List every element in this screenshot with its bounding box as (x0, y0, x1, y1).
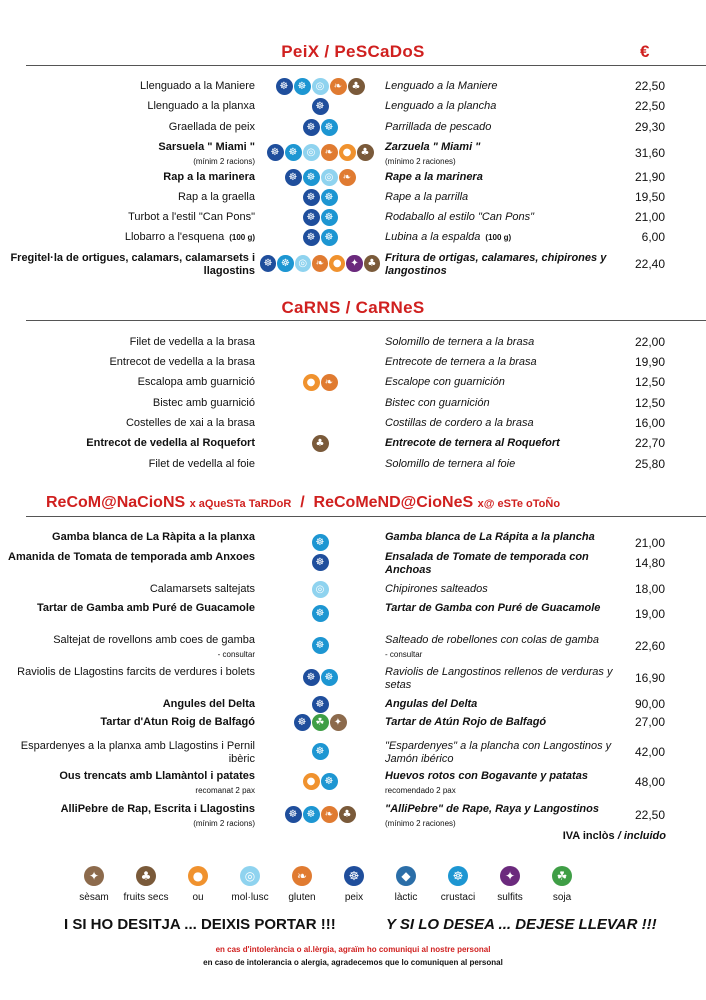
dish-name-es-text: Ensalada de Tomate de temporada con Anchoas (385, 551, 589, 576)
fish-icon: ☸ (344, 866, 364, 886)
allergen-icons (260, 255, 380, 272)
mollusc-icon: ◎ (303, 144, 320, 161)
dish-name-es (385, 740, 615, 766)
dish-name-es (385, 100, 615, 113)
fish-icon: ☸ (303, 209, 320, 226)
dish-price: 22,00 (634, 335, 665, 349)
dish-name-es-text: Chipirones salteados (385, 583, 488, 595)
dish-name-ca (5, 666, 255, 679)
legend-item (224, 866, 276, 903)
fish-icon: ☸ (303, 189, 320, 206)
nuts-icon: ♣ (136, 866, 156, 886)
legend-item (120, 866, 172, 903)
legend-label: mol·lusc (231, 892, 269, 903)
dish-price: 22,50 (634, 99, 665, 113)
dish-price: 18,00 (634, 582, 665, 596)
fish-icon: ☸ (312, 554, 329, 571)
divider (26, 65, 706, 66)
dish-name-es-text: Entrecote de ternera al Roquefort (385, 437, 560, 449)
dish-note-es: (100 g) (485, 233, 512, 242)
dish-name-es (385, 252, 615, 278)
mollusc-icon: ◎ (321, 169, 338, 186)
dish-name-ca (5, 231, 255, 244)
dish-name-ca-text: Llenguado a la planxa (147, 100, 255, 112)
allergen-legend (68, 866, 588, 903)
crustacean-icon: ☸ (285, 144, 302, 161)
dish-name-es (385, 458, 615, 471)
dairy-icon: ◆ (396, 866, 416, 886)
crustacean-icon: ☸ (312, 605, 329, 622)
dish-name-ca-text: Ous trencats amb Llamàntol i patates (59, 770, 255, 782)
legend-item (276, 866, 328, 903)
dish-name-es-text: Huevos rotos con Bogavante y patatas (385, 770, 588, 782)
dish-price: 22,50 (634, 808, 665, 822)
allergen-icons (260, 229, 380, 246)
legend-item (432, 866, 484, 903)
gluten-icon: ❧ (312, 255, 328, 272)
closing-message-es: Y SI LO DESEA ... DEJESE LLEVAR !!! (386, 916, 657, 933)
dish-price: 21,90 (634, 170, 665, 184)
dish-name-ca-text: Raviolis de Llagostins farcits de verdures i bolets (17, 666, 255, 678)
dish-price: 29,30 (634, 120, 665, 134)
allergen-icons (260, 554, 380, 571)
dish-price: 21,00 (634, 536, 665, 550)
crustacean-icon: ☸ (321, 669, 338, 686)
allergen-icons (260, 581, 380, 598)
dish-name-es-text: "Espardenyes" a la plancha con Langostinos y Jamón ibérico (385, 740, 612, 765)
egg-icon: ● (303, 374, 320, 391)
sesame-icon: ✦ (330, 714, 347, 731)
egg-icon: ● (339, 144, 356, 161)
dish-name-es (385, 397, 615, 410)
crustacean-icon: ☸ (312, 743, 329, 760)
dish-price: 25,80 (634, 457, 665, 471)
dish-price: 16,00 (634, 416, 665, 430)
soy-icon: ☘ (552, 866, 572, 886)
section-title-peix: PeiX / PeSCaDoS (281, 42, 425, 61)
dish-name-es-text: Lenguado a la Maniere (385, 80, 498, 92)
dish-name-ca-text: Bistec amb guarnició (152, 397, 255, 409)
dish-price: 19,00 (634, 607, 665, 621)
dish-name-ca-text: Llobarro a l'esquena (124, 231, 225, 243)
fish-icon: ☸ (303, 119, 320, 136)
crustacean-icon: ☸ (312, 534, 329, 551)
crustacean-icon: ☸ (294, 78, 311, 95)
legend-label: crustaci (440, 892, 476, 903)
dish-note-ca: (100 g) (229, 233, 255, 242)
dish-name-ca (5, 141, 255, 168)
currency-label: € (640, 42, 650, 61)
dish-name-ca-text: Espardenyes a la planxa amb Llagostins i Pernil ibèric (20, 740, 255, 765)
dish-name-ca-text: Gamba blanca de La Ràpita a la planxa (52, 531, 255, 543)
dish-name-es (385, 634, 615, 661)
dish-name-ca (5, 583, 255, 596)
allergen-icons (260, 605, 380, 622)
nuts-icon: ♣ (364, 255, 380, 272)
allergen-icons (260, 534, 380, 551)
nuts-icon: ♣ (357, 144, 374, 161)
gluten-icon: ❧ (339, 169, 356, 186)
fish-icon: ☸ (312, 696, 329, 713)
soy-icon: ☘ (312, 714, 329, 731)
legend-item (68, 866, 120, 903)
legend-label: soja (552, 892, 572, 903)
dish-name-es (385, 171, 615, 184)
dish-price: 90,00 (634, 697, 665, 711)
crustacean-icon: ☸ (321, 119, 338, 136)
sulphites-icon: ✦ (500, 866, 520, 886)
dish-name-ca (5, 121, 255, 134)
dish-name-es-text: Zarzuela " Miami " (385, 141, 481, 153)
allergen-icons (260, 696, 380, 713)
dish-name-es (385, 698, 615, 711)
allergen-icons (260, 209, 380, 226)
dish-price: 21,00 (634, 210, 665, 224)
legend-item (172, 866, 224, 903)
dish-name-es-text: Fritura de ortigas, calamares, chipirones y langostinos (385, 252, 607, 277)
mollusc-icon: ◎ (312, 581, 329, 598)
dish-name-ca-text: AlliPebre de Rap, Escrita i Llagostins (60, 803, 255, 815)
dish-note-es: - consultar (385, 650, 423, 659)
dish-name-ca-text: Entrecot de vedella a la brasa (109, 356, 255, 368)
dish-name-es (385, 716, 615, 729)
dish-name-es-text: Rape a la marinera (385, 171, 483, 183)
dish-price: 19,90 (634, 355, 665, 369)
gluten-icon: ❧ (330, 78, 347, 95)
dish-price: 16,90 (634, 671, 665, 685)
dish-name-es-text: Parrillada de pescado (385, 121, 492, 133)
allergy-note-es: en caso de intolerancia o alergia, agradecemos que lo comuniquen al personal (203, 958, 503, 967)
dish-name-ca-text: Filet de vedella a la brasa (129, 336, 255, 348)
dish-name-ca (5, 698, 255, 711)
allergen-icons (260, 435, 380, 452)
dish-name-es (385, 531, 615, 544)
crustacean-icon: ☸ (303, 806, 320, 823)
divider (26, 516, 706, 517)
dish-price: 14,80 (634, 556, 665, 570)
dish-name-ca-text: Entrecot de vedella al Roquefort (86, 437, 255, 449)
dish-name-ca (5, 100, 255, 113)
dish-price: 48,00 (634, 775, 665, 789)
dish-name-ca (5, 211, 255, 224)
dish-name-ca-text: Graellada de peix (168, 121, 255, 133)
dish-name-es-text: Entrecote de ternera a la brasa (385, 356, 537, 368)
fish-icon: ☸ (285, 806, 302, 823)
sulphites-icon: ✦ (346, 255, 362, 272)
dish-name-ca-text: Rap a la marinera (163, 171, 255, 183)
dish-price: 31,60 (634, 146, 665, 160)
dish-name-es (385, 121, 615, 134)
fish-icon: ☸ (276, 78, 293, 95)
dish-price: 42,00 (634, 745, 665, 759)
fish-icon: ☸ (303, 669, 320, 686)
dish-price: 6,00 (641, 230, 665, 244)
crustacean-icon: ☸ (303, 169, 320, 186)
mollusc-icon: ◎ (312, 78, 329, 95)
dish-name-ca-text: Tartar de Gamba amb Puré de Guacamole (36, 602, 255, 614)
dish-name-es (385, 602, 615, 615)
dish-name-es-text: Solomillo de ternera al foie (385, 458, 516, 470)
dish-name-ca (5, 376, 255, 389)
dish-name-ca (5, 417, 255, 430)
dish-name-ca-text: Saltejat de rovellons amb coes de gamba (53, 634, 255, 646)
dish-name-ca (5, 458, 255, 471)
dish-price: 19,50 (634, 190, 665, 204)
dish-name-ca-text: Llenguado a la Maniere (140, 80, 255, 92)
dish-name-ca (5, 716, 255, 729)
allergen-icons (260, 98, 380, 115)
dish-name-es-text: Costillas de cordero a la brasa (385, 417, 534, 429)
dish-name-es-text: Lubina a la espalda (385, 231, 481, 243)
sesame-icon: ✦ (84, 866, 104, 886)
section-title-recommendations (46, 494, 706, 512)
gluten-icon: ❧ (321, 374, 338, 391)
gluten-icon: ❧ (292, 866, 312, 886)
nuts-icon: ♣ (312, 435, 329, 452)
allergy-note-ca: en cas d'intolerància o al.lèrgia, agraïm ho comuniqui al nostre personal (215, 945, 491, 954)
crustacean-icon: ☸ (321, 189, 338, 206)
dish-name-es (385, 583, 615, 596)
dish-name-es (385, 191, 615, 204)
dish-name-es-text: Raviolis de Langostinos rellenos de verduras y setas (385, 666, 613, 691)
dish-name-ca (5, 336, 255, 349)
dish-name-ca-text: Filet de vedella al foie (148, 458, 255, 470)
recom-subtitle-es: x@ eSTe oToÑo (477, 498, 561, 510)
crustacean-icon: ☸ (321, 209, 338, 226)
dish-price: 22,50 (634, 79, 665, 93)
dish-name-ca (5, 171, 255, 184)
dish-name-es (385, 666, 615, 692)
dish-name-es-text: Tartar de Gamba con Puré de Guacamole (385, 602, 601, 614)
dish-name-ca (5, 397, 255, 410)
dish-name-es (385, 211, 615, 224)
allergen-icons (260, 374, 380, 391)
dish-price: 12,50 (634, 396, 665, 410)
dish-name-ca-text: Fregitel·la de ortigues, calamars, calamarsets i llagostins (10, 252, 255, 277)
allergen-icons (260, 169, 380, 186)
egg-icon: ● (303, 773, 320, 790)
dish-price: 27,00 (634, 715, 665, 729)
dish-name-ca-text: Tartar d'Atun Roig de Balfagó (100, 716, 255, 728)
recom-separator: / (300, 494, 305, 511)
recom-title-ca: ReCoM@NaCioNS (46, 494, 186, 511)
dish-name-es (385, 551, 615, 577)
dish-name-es (385, 803, 615, 830)
gluten-icon: ❧ (321, 806, 338, 823)
dish-name-ca-text: Rap a la graella (177, 191, 255, 203)
dish-name-es-text: Gamba blanca de La Rápita a la plancha (385, 531, 595, 543)
allergen-icons (260, 119, 380, 136)
dish-name-es (385, 231, 615, 244)
crustacean-icon: ☸ (277, 255, 293, 272)
dish-name-ca (5, 252, 255, 278)
dish-name-ca (5, 356, 255, 369)
dish-name-es (385, 80, 615, 93)
allergen-icons (260, 806, 380, 823)
section-title-carns: CaRNS / CaRNeS (281, 298, 425, 317)
dish-name-ca (5, 80, 255, 93)
dish-name-ca (5, 551, 255, 564)
dish-name-ca (5, 531, 255, 544)
nuts-icon: ♣ (348, 78, 365, 95)
dish-note-ca: (mínim 2 racions) (193, 819, 255, 828)
dish-price: 22,60 (634, 639, 665, 653)
dish-name-ca (5, 740, 255, 766)
vat-note-es: / incluido (617, 830, 666, 842)
recom-title-es: ReCoMeND@CioNeS (313, 494, 474, 511)
legend-item (536, 866, 588, 903)
dish-name-es-text: Escalope con guarnición (385, 376, 505, 388)
dish-name-ca (5, 770, 255, 797)
fish-icon: ☸ (285, 169, 302, 186)
dish-name-ca (5, 634, 255, 661)
fish-icon: ☸ (267, 144, 284, 161)
fish-icon: ☸ (312, 98, 329, 115)
crustacean-icon: ☸ (321, 229, 338, 246)
legend-item (328, 866, 380, 903)
allergen-icons (260, 189, 380, 206)
dish-name-es (385, 376, 615, 389)
dish-note-es: recomendado 2 pax (385, 786, 456, 795)
fish-icon: ☸ (303, 229, 320, 246)
legend-item (484, 866, 536, 903)
allergen-icons (260, 714, 380, 731)
dish-name-es (385, 336, 615, 349)
allergen-icons (260, 773, 380, 790)
dish-name-es-text: Tartar de Atún Rojo de Balfagó (385, 716, 547, 728)
legend-label: fruits secs (123, 892, 169, 903)
egg-icon: ● (188, 866, 208, 886)
divider (26, 320, 706, 321)
dish-name-es-text: Lenguado a la plancha (385, 100, 497, 112)
recom-subtitle-ca: x aQueSTa TaRDoR (189, 498, 292, 510)
dish-note-es: (mínimo 2 raciones) (385, 819, 456, 828)
dish-name-ca-text: Escalopa amb guarnició (137, 376, 255, 388)
dish-name-ca-text: Costelles de xai a la brasa (125, 417, 255, 429)
dish-name-ca-text: Turbot a l'estil "Can Pons" (128, 211, 255, 223)
allergen-icons (260, 637, 380, 654)
legend-label: peix (344, 892, 364, 903)
legend-label: làctic (394, 892, 418, 903)
dish-price: 22,40 (634, 257, 665, 271)
dish-note-ca: - consultar (217, 650, 255, 659)
gluten-icon: ❧ (321, 144, 338, 161)
dish-name-es-text: Solomillo de ternera a la brasa (385, 336, 535, 348)
egg-icon: ● (329, 255, 345, 272)
dish-name-es (385, 356, 615, 369)
dish-name-ca (5, 803, 255, 830)
dish-name-ca (5, 602, 255, 615)
crustacean-icon: ☸ (312, 637, 329, 654)
dish-name-es-text: Angulas del Delta (385, 698, 478, 710)
dish-note-es: (mínimo 2 raciones) (385, 157, 456, 166)
legend-label: sèsam (79, 892, 109, 903)
mollusc-icon: ◎ (240, 866, 260, 886)
dish-name-ca (5, 191, 255, 204)
vat-note-ca: IVA inclòs (562, 830, 615, 842)
legend-item (380, 866, 432, 903)
allergen-icons (260, 144, 380, 161)
dish-name-es (385, 437, 615, 450)
legend-label: sulfits (497, 892, 523, 903)
dish-name-ca-text: Sarsuela " Miami " (158, 141, 255, 153)
dish-name-ca-text: Angules del Delta (162, 698, 255, 710)
allergen-icons (260, 669, 380, 686)
dish-name-es-text: Bistec con guarnición (385, 397, 490, 409)
allergen-icons (260, 78, 380, 95)
closing-message-ca: I SI HO DESITJA ... DEIXIS PORTAR !!! (64, 916, 336, 933)
dish-price: 22,70 (634, 436, 665, 450)
fish-icon: ☸ (260, 255, 276, 272)
crustacean-icon: ☸ (321, 773, 338, 790)
dish-name-es-text: Salteado de robellones con colas de gamba (385, 634, 600, 646)
dish-name-es-text: "AlliPebre" de Rape, Raya y Langostinos (385, 803, 599, 815)
vat-note (563, 830, 666, 842)
dish-note-ca: recomanat 2 pax (195, 786, 255, 795)
dish-name-es (385, 417, 615, 430)
dish-name-es-text: Rape a la parrilla (385, 191, 469, 203)
crustacean-icon: ☸ (448, 866, 468, 886)
dish-price: 12,50 (634, 375, 665, 389)
dish-name-es (385, 770, 615, 797)
dish-name-ca-text: Calamarsets saltejats (149, 583, 255, 595)
legend-label: ou (192, 892, 204, 903)
mollusc-icon: ◎ (295, 255, 311, 272)
nuts-icon: ♣ (339, 806, 356, 823)
dish-name-ca (5, 437, 255, 450)
dish-name-es-text: Rodaballo al estilo "Can Pons" (385, 211, 535, 223)
fish-icon: ☸ (294, 714, 311, 731)
dish-name-ca-text: Amanida de Tomata de temporada amb Anxoes (8, 551, 255, 563)
allergen-icons (260, 743, 380, 760)
legend-label: gluten (288, 892, 316, 903)
dish-name-es (385, 141, 615, 168)
dish-note-ca: (mínim 2 racions) (193, 157, 255, 166)
